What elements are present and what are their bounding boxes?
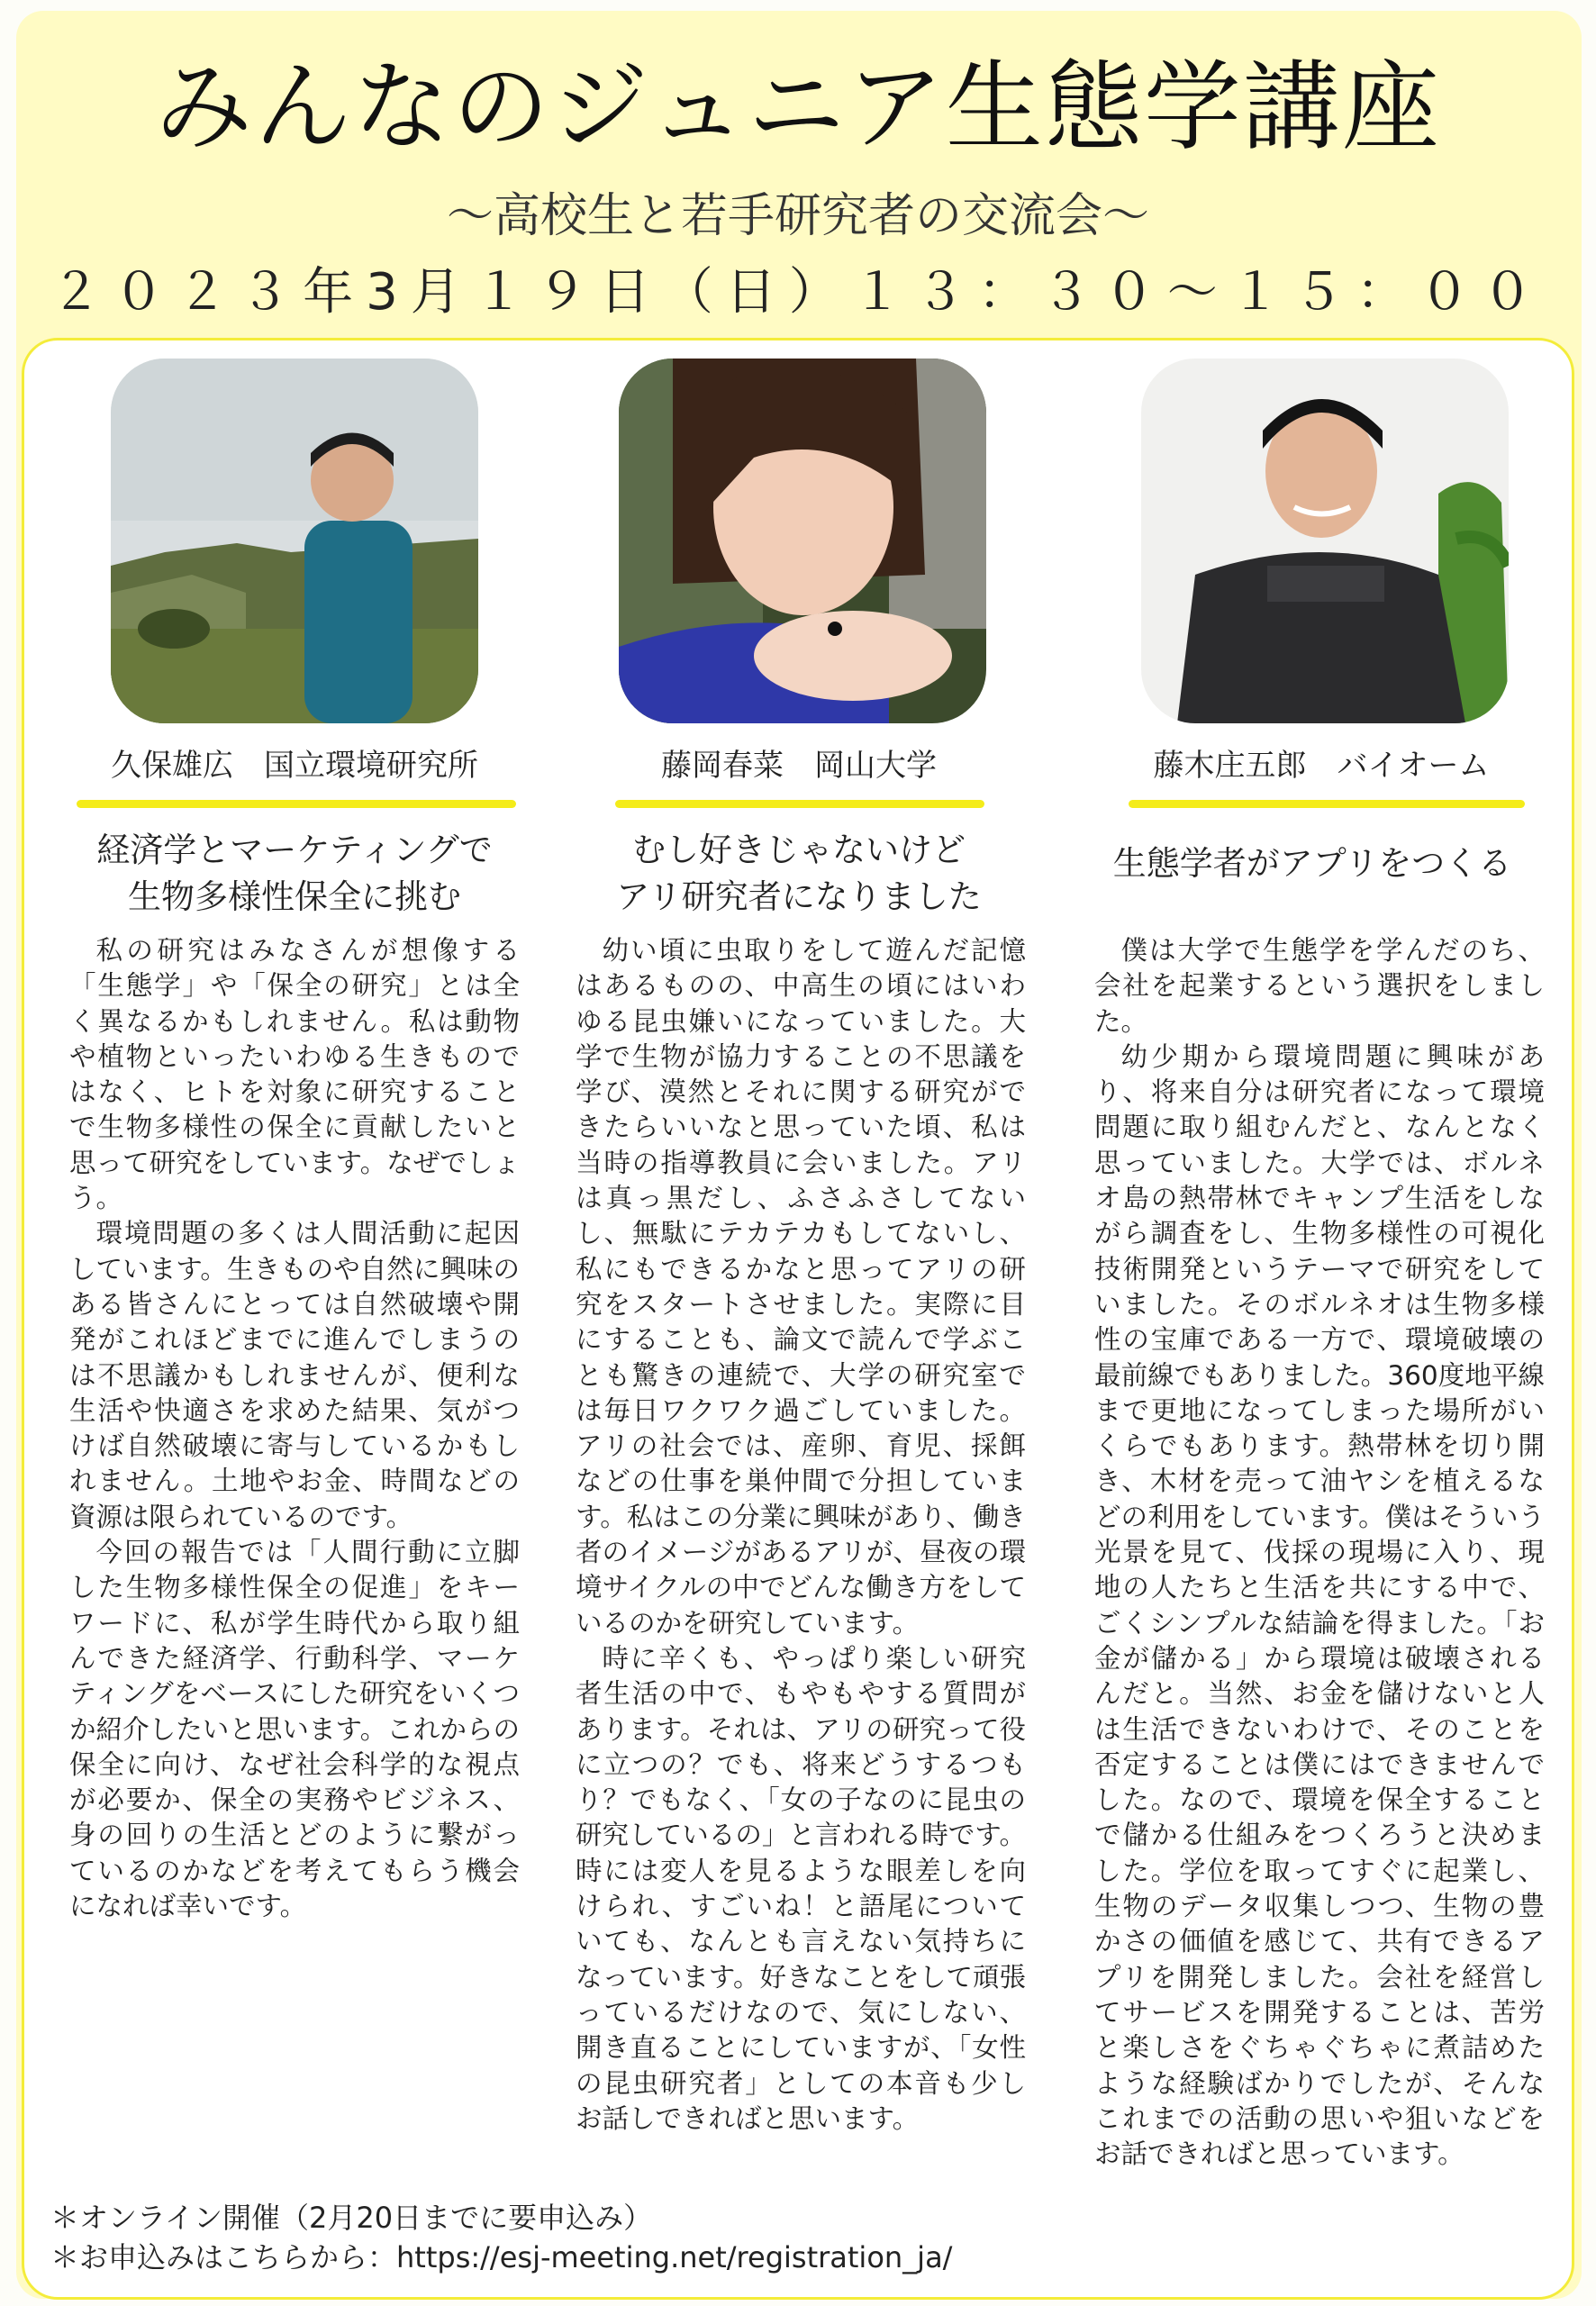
speaker-photo-1 <box>111 359 478 723</box>
page-title: みんなのジュニア生態学講座 <box>155 51 1441 164</box>
speakers-panel <box>22 338 1574 2300</box>
speaker-text-3 <box>1094 933 1545 2172</box>
paragraph: 環境問題の多くは人間活動に起因しています。生きものや自然に興味のある皆さんにとっては自然破壊や開発がこれほどまでに進んでしまうのは不思議かもしれませんが、便利な生活や快適さを求めた結果、気がつけば自然破壊に寄与しているかもしれません。土地やお金、時間などの資源は限られているのです。 <box>69 1218 520 1532</box>
paragraph: 僕は大学で生態学を学んだのち、会社を起業するという選択をしました。 <box>1094 935 1545 1037</box>
speaker-name-1: 久保雄広 国立環境研究所 <box>111 748 478 784</box>
speaker-underline-2 <box>615 800 984 808</box>
event-date: ２０２３年3月１９日（日）１３：３０～１５：００ <box>50 263 1546 322</box>
paragraph: 今回の報告では「人間行動に立脚した生物多様性保全の促進」をキーワードに、私が学生時代から取り組んできた経済学、行動科学、マーケティングをベースにした研究をいくつか紹介したいと思います。これからの保全に向け、なぜ社会科学的な視点が必要か、保全の実務やビジネス、身の回りの生活とどのように繋がっているのかなどを考えてもらう機会になれば幸いです。 <box>69 1537 520 1922</box>
tagline-line-2: 生物多様性保全に挑む <box>128 877 461 916</box>
paragraph: 私の研究はみなさんが想像する「生態学」や「保全の研究」とは全く異なるかもしれません。私は動物や植物といったいわゆる生きものではなく、ヒトを対象に研究することで生物多様性の保全に貢献したいと思って研究をしています。なぜでしょう。 <box>69 935 520 1214</box>
tagline-line-1: むし好きじゃないけど <box>632 831 966 869</box>
page-subtitle: ～高校生と若手研究者の交流会～ <box>446 189 1149 243</box>
speaker-photo-2 <box>619 359 986 723</box>
speaker-underline-1 <box>77 800 516 808</box>
tagline-line-2: アリ研究者になりました <box>616 877 982 916</box>
speaker-tagline-2 <box>556 827 1042 921</box>
speaker-tagline-3 <box>1069 840 1555 887</box>
speaker-text-2 <box>576 933 1026 2137</box>
tagline-line-1: 経済学とマーケティングで <box>96 831 493 869</box>
paragraph: 時に辛くも、やっぱり楽しい研究者生活の中で、もやもやする質問があります。それは、アリの研究って役に立つの？でも、将来どうするつもり？でもなく、「女の子なのに昆虫の研究しているの」と言われる時です。時には変人を見るような眼差しを向けられ、すごいね！と語尾についていても、なんとも言えない気持ちになっています。好きなことをして頑張っているだけなので、気にしない、開き直ることにしていますが、「女性の昆虫研究者」としての本音も少しお話しできればと思います。 <box>576 1642 1026 2134</box>
footer-online-note: ＊オンライン開催（2月20日までに要申込み） <box>50 2201 653 2235</box>
speaker-underline-3 <box>1129 800 1525 808</box>
speaker-tagline-1 <box>51 827 538 921</box>
speaker-text-1 <box>69 933 520 1924</box>
speaker-name-3: 藤木庄五郎 バイオーム <box>1153 748 1490 784</box>
speaker-column-2 <box>538 340 1051 2297</box>
paragraph: 幼い頃に虫取りをして遊んだ記憶はあるものの、中高生の頃にはいわゆる昆虫嫌いになっていました。大学で生物が協力することの不思議を学び、漠然とそれに関する研究ができたらいいなと思っていた頃、私は当時の指導教員に会いました。アリは真っ黒だし、ふさふさしてないし、無駄にテカテカもしてないし、私にもできるかなと思ってアリの研究をスタートさせました。実際に目にすることも、論文で読んで学ぶことも驚きの連続で、大学の研究室では毎日ワクワク過ごしていました。アリの社会では、産卵、育児、採餌などの仕事を巣仲間で分担しています。私はこの分業に興味があり、働き者のイメージがあるアリが、昼夜の環境サイクルの中でどんな働き方をしているのかを研究しています。 <box>576 935 1026 1639</box>
speaker-photo-3 <box>1141 359 1509 723</box>
tagline-line-1: 生態学者がアプリをつくる <box>1112 844 1512 883</box>
paragraph: 幼少期から環境問題に興味があり、将来自分は研究者になって環境問題に取り組むんだと、なんとなく思っていました。大学では、ボルネオ島の熱帯林でキャンプ生活をしながら調査をし、生物多様性の可視化技術開発というテーマで研究をしていました。そのボルネオは生物多様性の宝庫である一方で、環境破壊の最前線でもありました。360度地平線まで更地になってしまった場所がいくらでもあります。熱帯林を切り開き、木材を売って油ヤシを植えるなどの利用をしています。僕はそういう光景を見て、伐採の現場に入り、現地の人たちと生活を共にする中で、ごくシンプルな結論を得ました。「お金が儲かる」から環境は破壊されるんだと。当然、お金を儲けないと人は生活できないわけで、そのことを否定することは僕にはできませんでした。なので、環境を保全することで儲かる仕組みをつくろうと決めました。学位を取ってすぐに起業し、生物のデータ収集しつつ、生物の豊かさの価値を感じて、共有できるアプリを開発しました。会社を経営してサービスを開発することは、苦労と楽しさをぐちゃぐちゃに煮詰めたような経験ばかりでしたが、そんなこれまでの活動の思いや狙いなどをお話できればと思っています。 <box>1094 1040 1545 2170</box>
speaker-column-1 <box>24 340 538 2297</box>
footer-registration-link[interactable]: ＊お申込みはこちらから：https://esj-meeting.net/registration_ja/ <box>50 2240 953 2274</box>
speaker-name-2: 藤岡春菜 岡山大学 <box>661 748 937 784</box>
speaker-column-3 <box>1051 340 1569 2297</box>
